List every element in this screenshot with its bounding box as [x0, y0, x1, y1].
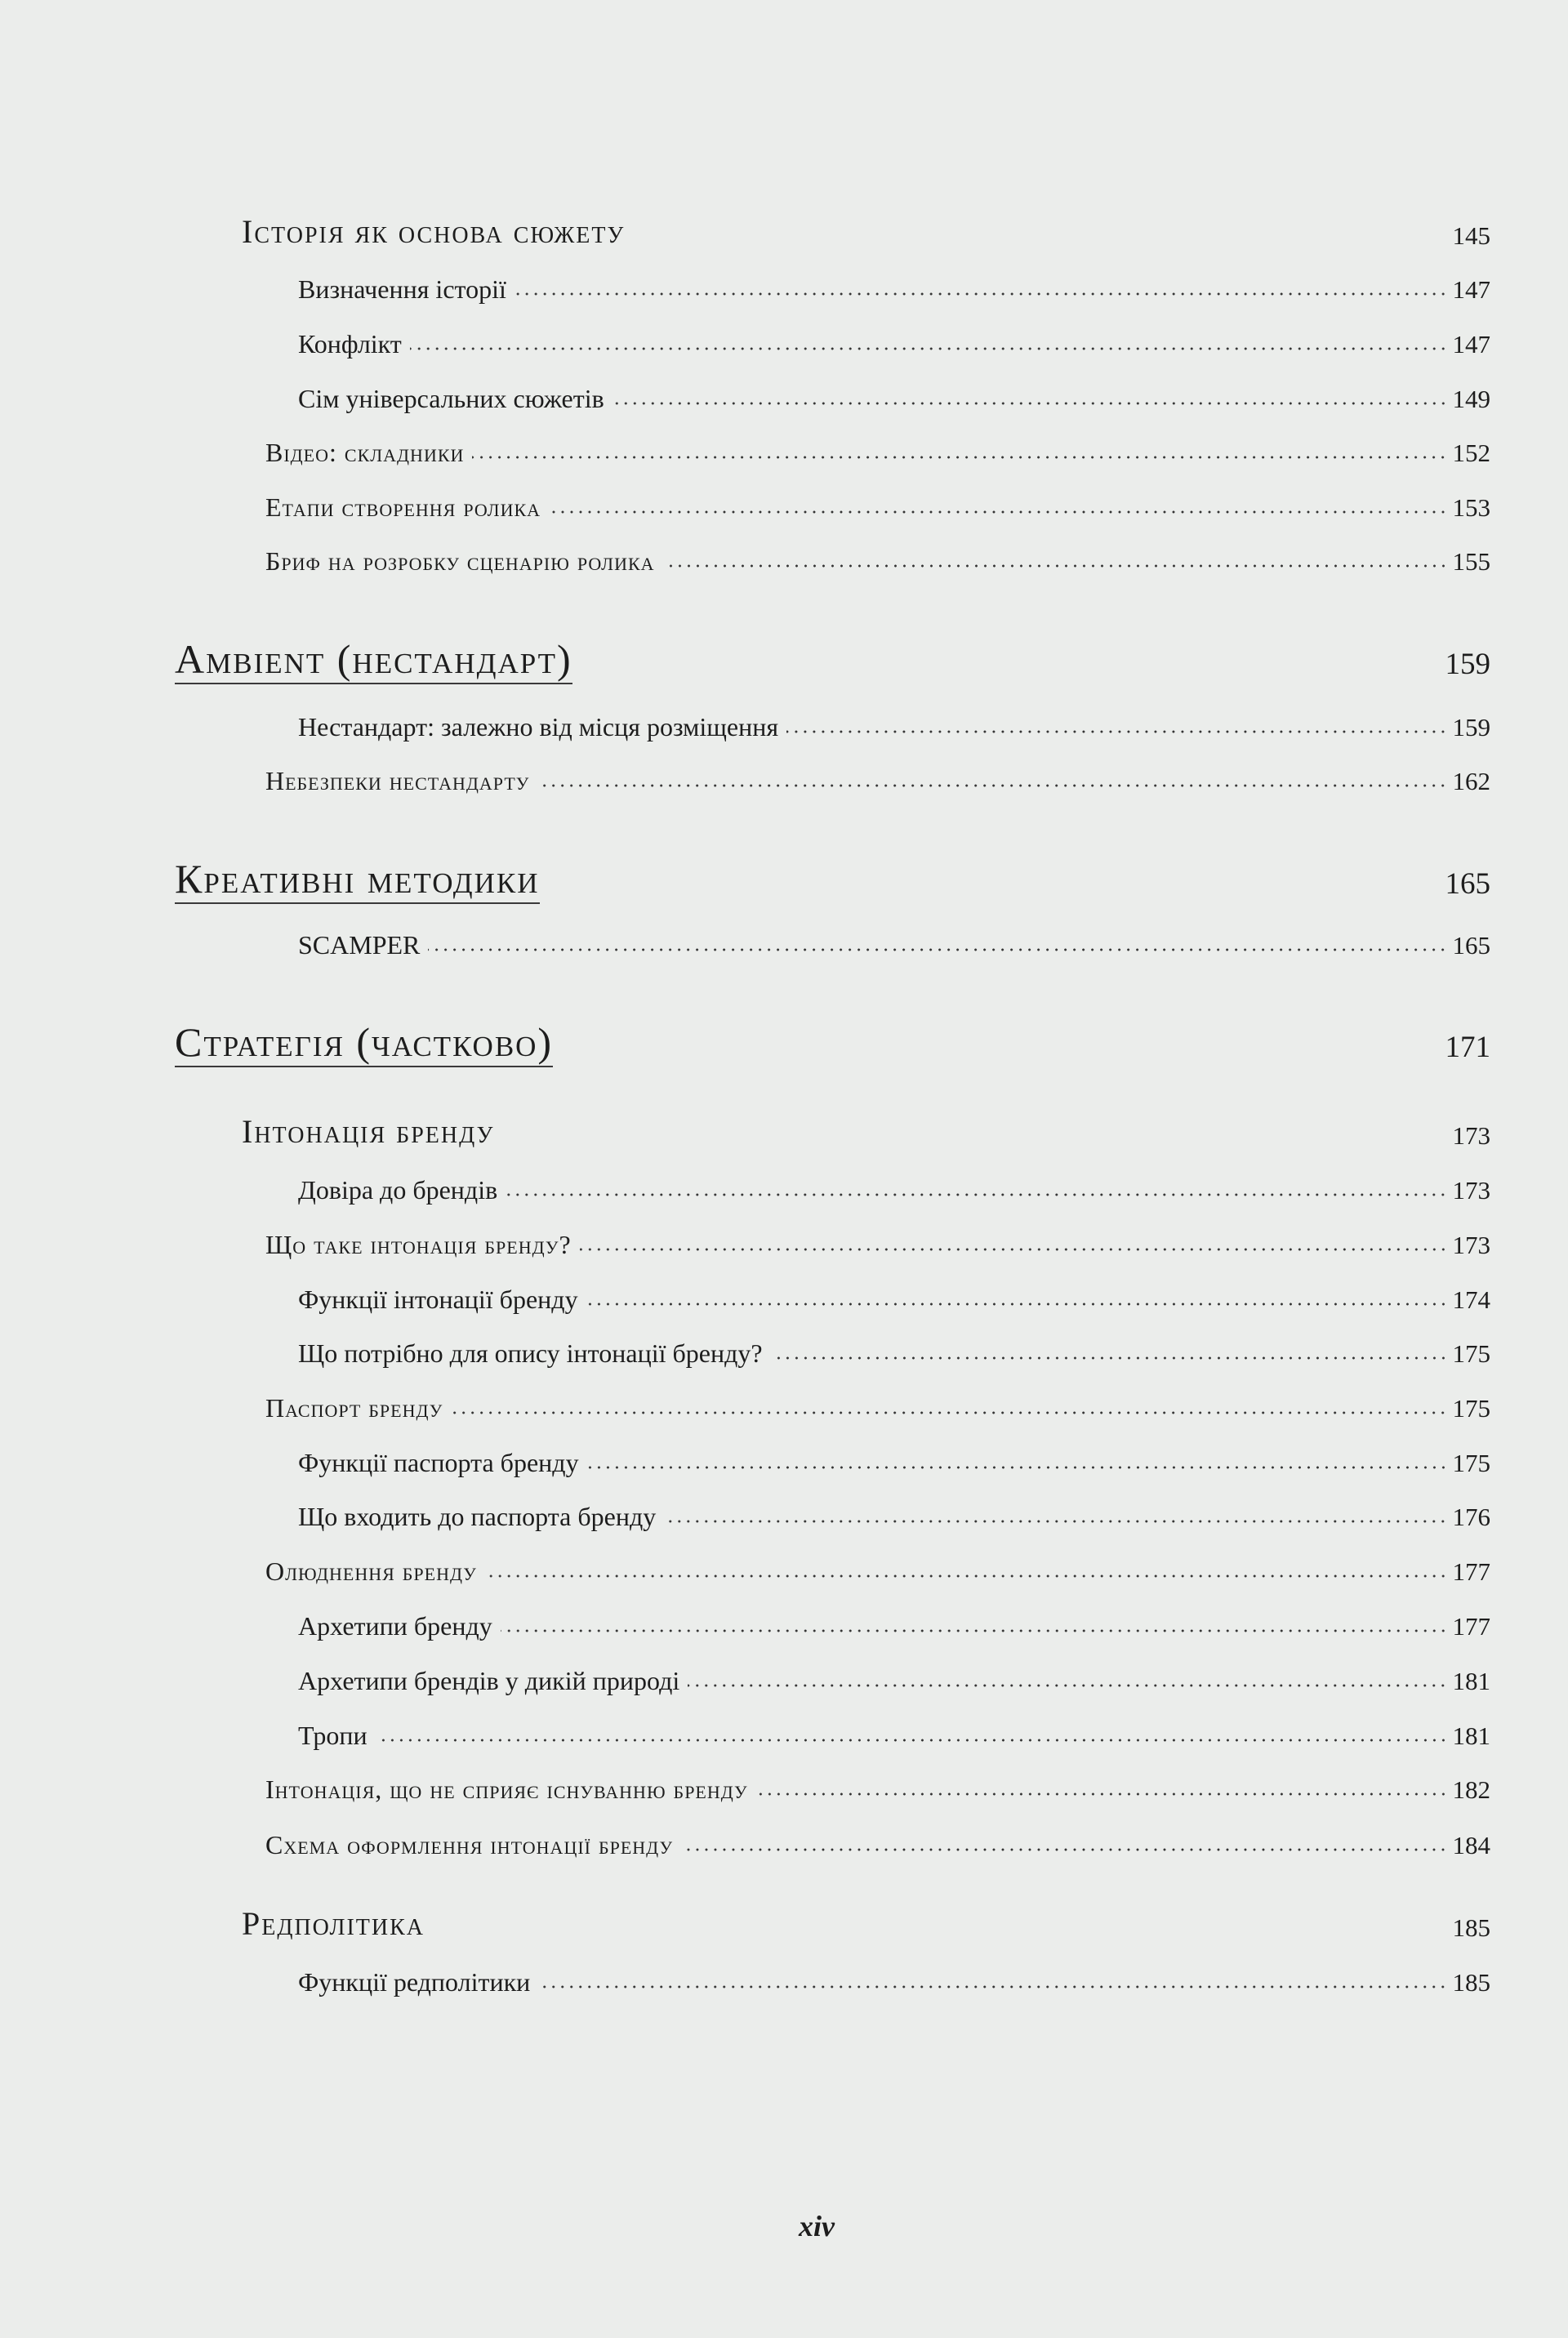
toc-section-heading — [242, 1899, 1490, 1940]
toc-page: 147 — [1452, 330, 1490, 358]
toc-page: 184 — [1452, 1831, 1490, 1859]
toc-page: 155 — [1452, 547, 1490, 576]
dot-leader — [681, 1847, 1447, 1852]
toc-title: Сім універсальних сюжетів — [298, 384, 604, 413]
toc-entry — [298, 1489, 1490, 1530]
toc-entry — [298, 1271, 1490, 1312]
toc-page: 147 — [1452, 275, 1490, 304]
toc-entry — [265, 1543, 1490, 1584]
toc-page: 175 — [1452, 1394, 1490, 1423]
toc-entry — [298, 699, 1490, 740]
toc-entry — [265, 753, 1490, 794]
toc-page: 153 — [1452, 493, 1490, 522]
toc-page: 173 — [1452, 1121, 1490, 1150]
dot-leader — [771, 1356, 1448, 1360]
toc-section-heading — [242, 207, 1490, 248]
toc-entry — [265, 533, 1490, 574]
toc-page: 176 — [1452, 1503, 1490, 1531]
toc-section-heading — [242, 1107, 1490, 1148]
dot-leader — [580, 1247, 1448, 1252]
toc-title: Історія як основа сюжету — [242, 213, 626, 250]
toc-page: 149 — [1452, 385, 1490, 413]
toc-page: 165 — [1452, 931, 1490, 960]
dot-leader — [472, 455, 1447, 460]
toc-title: Інтонація, що не сприяє існуванню бренду — [265, 1775, 748, 1804]
toc-title: Нестандарт: залежно від місця розміщення — [298, 712, 779, 741]
dot-leader — [664, 1519, 1447, 1524]
toc-title: Редполітика — [242, 1905, 425, 1942]
toc-page: 177 — [1452, 1612, 1490, 1641]
toc-title: Довіра до брендів — [298, 1175, 498, 1205]
toc-chapter-heading — [175, 627, 1490, 684]
toc-title: Етапи створення ролика — [265, 492, 541, 522]
toc-title: Бриф на розробку сценарію ролика — [265, 546, 655, 576]
toc-page: 159 — [1452, 713, 1490, 741]
dot-leader — [756, 1792, 1448, 1797]
dot-leader — [587, 1465, 1448, 1470]
toc-title: Небезпеки нестандарту — [265, 766, 530, 795]
toc-page: 175 — [1452, 1449, 1490, 1477]
toc-page: 174 — [1452, 1285, 1490, 1314]
dot-leader — [688, 1683, 1447, 1688]
dot-leader — [428, 947, 1447, 952]
toc-title: Функції редполітики — [298, 1967, 531, 1997]
dot-leader — [376, 1738, 1448, 1743]
toc-page: 182 — [1452, 1775, 1490, 1804]
toc-page: 185 — [1452, 1913, 1490, 1942]
toc-entry — [265, 1817, 1490, 1858]
toc-entry — [265, 1217, 1490, 1258]
toc-title: Паспорт бренду — [265, 1393, 443, 1423]
dot-leader — [451, 1410, 1447, 1415]
dot-leader — [410, 346, 1448, 351]
toc-page: 165 — [1445, 867, 1490, 901]
page-number: xiv — [799, 2210, 835, 2242]
toc-page: 173 — [1452, 1176, 1490, 1205]
dot-leader — [538, 1984, 1447, 1989]
toc-chapter-heading — [175, 847, 1490, 904]
toc-entry — [298, 261, 1490, 302]
toc-title: Ambient (нестандарт) — [175, 639, 572, 684]
toc-entry — [298, 1435, 1490, 1476]
dot-leader — [506, 1192, 1447, 1197]
toc-page: 177 — [1452, 1557, 1490, 1586]
toc-entry — [298, 917, 1490, 958]
dot-leader — [612, 401, 1448, 406]
toc-title: Олюднення бренду — [265, 1556, 477, 1586]
toc-title: Тропи — [298, 1721, 368, 1750]
toc-entry — [298, 316, 1490, 357]
toc-entry — [265, 425, 1490, 465]
toc-page: 181 — [1452, 1667, 1490, 1695]
toc-title: Функції паспорта бренду — [298, 1448, 579, 1477]
toc-page: 181 — [1452, 1721, 1490, 1750]
dot-leader — [485, 1574, 1448, 1579]
toc-entry — [298, 371, 1490, 412]
toc-entry — [265, 1761, 1490, 1802]
toc-title: Архетипи бренду — [298, 1611, 492, 1641]
toc-page: 152 — [1452, 439, 1490, 467]
dot-leader — [586, 1302, 1448, 1307]
toc-page: 173 — [1452, 1231, 1490, 1259]
toc-entry — [298, 1598, 1490, 1639]
toc-title: Конфлікт — [298, 329, 402, 358]
toc-title: Що таке інтонація бренду? — [265, 1230, 572, 1259]
dot-leader — [786, 729, 1447, 734]
toc-title: SCAMPER — [298, 930, 421, 960]
toc-chapter-heading — [175, 1010, 1490, 1067]
toc-entry — [265, 479, 1490, 520]
toc-entry — [298, 1954, 1490, 1995]
dot-leader — [501, 1628, 1448, 1633]
dot-leader — [514, 292, 1448, 296]
toc-title: Інтонація бренду — [242, 1113, 495, 1150]
dot-leader — [537, 783, 1447, 788]
toc-page: 171 — [1445, 1031, 1490, 1064]
toc-entry — [298, 1708, 1490, 1748]
toc-title: Креативні методики — [175, 858, 540, 904]
toc-title: Що потрібно для опису інтонації бренду? — [298, 1338, 763, 1368]
toc-entry — [298, 1162, 1490, 1203]
toc-page: 159 — [1445, 648, 1490, 681]
toc-title: Функції інтонації бренду — [298, 1285, 578, 1314]
toc-entry — [298, 1653, 1490, 1694]
toc-title: Відео: складники — [265, 438, 465, 467]
toc-page: 162 — [1452, 767, 1490, 795]
toc-title: Визначення історії — [298, 274, 506, 304]
toc-title: Стратегія (частково) — [175, 1022, 553, 1067]
toc-page: 185 — [1452, 1968, 1490, 1997]
toc-title: Архетипи брендів у дикій природі — [298, 1666, 680, 1695]
dot-leader — [549, 510, 1447, 514]
toc-entry — [298, 1325, 1490, 1366]
toc-page: 145 — [1452, 221, 1490, 250]
dot-leader — [663, 563, 1448, 568]
toc-title: Схема оформлення інтонації бренду — [265, 1830, 674, 1859]
toc-page: 175 — [1452, 1339, 1490, 1368]
toc-entry — [265, 1380, 1490, 1421]
toc-title: Що входить до паспорта бренду — [298, 1502, 657, 1531]
